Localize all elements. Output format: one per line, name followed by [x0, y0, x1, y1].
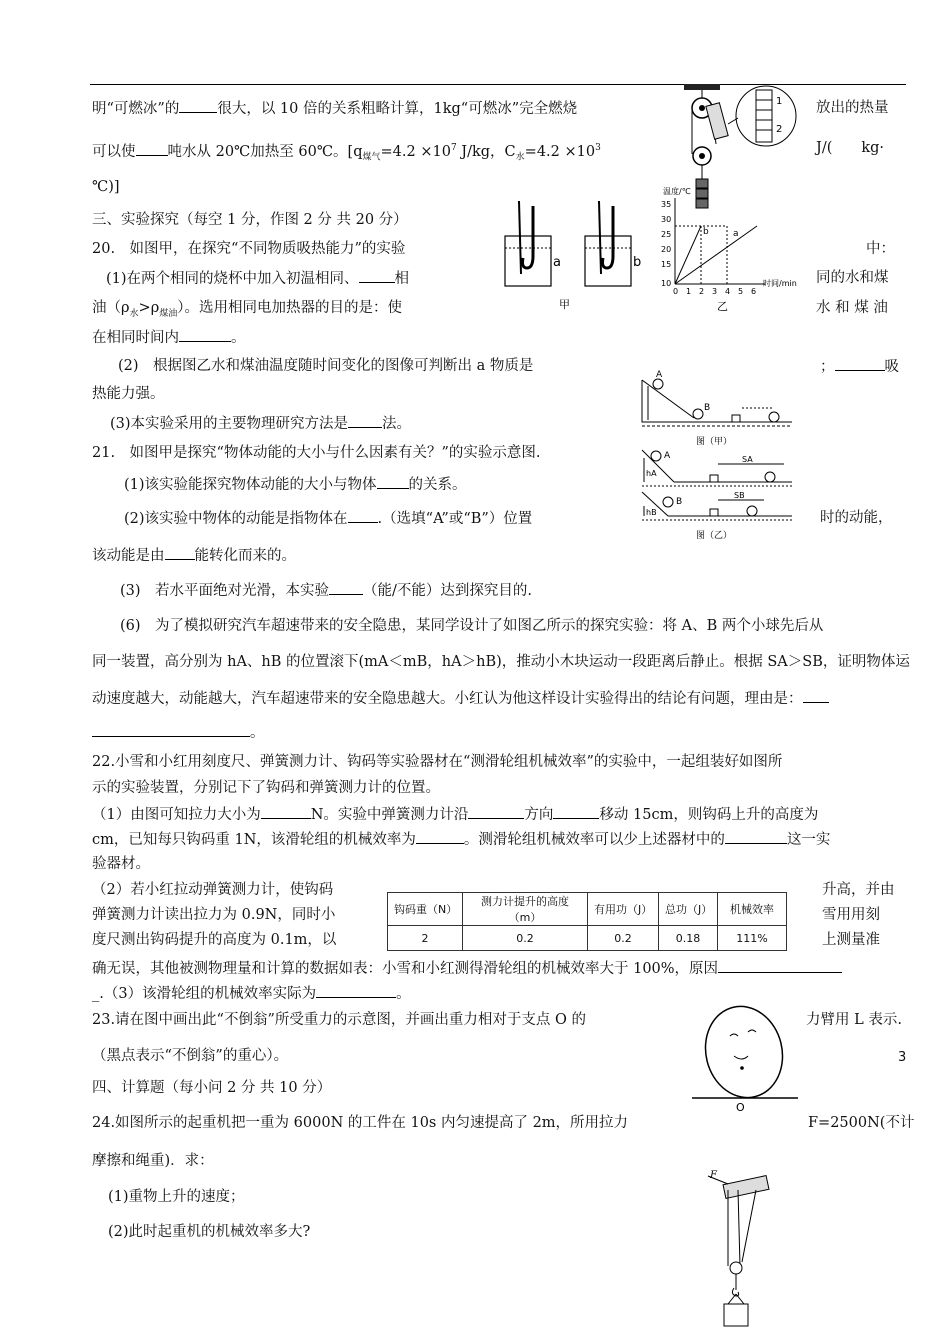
q20-part1-line2-end: 水 和 煤 油: [816, 300, 888, 316]
pivot-label-o: O: [736, 1101, 745, 1114]
q21-part6-line3: 动速度越大，动能越大，汽车超速带来的安全隐患越大。小红认为他这样设计实验得出的结论有问题，理由是：: [92, 688, 829, 709]
table-header-cell: 钩码重（N）: [388, 893, 463, 926]
svg-text:4: 4: [725, 287, 731, 296]
q24-stem-end: F=2500N(不计: [808, 1115, 915, 1131]
svg-text:15: 15: [661, 260, 672, 269]
svg-text:0: 0: [673, 287, 679, 296]
answer-blank[interactable]: [553, 804, 599, 819]
curve-label-b: b: [703, 227, 709, 237]
table-header-cell: 机械效率: [718, 893, 787, 926]
q21-stem: 21. 如图甲是探究“物体动能的大小与什么因素有关？”的实验示意图.: [92, 445, 541, 461]
ke-label-b-2: B: [676, 497, 683, 507]
ke-figure-label-yi: 图（乙）: [696, 531, 733, 541]
svg-text:10: 10: [661, 279, 672, 288]
q23-note: （黑点表示“不倒翁”的重心）。: [92, 1048, 289, 1064]
q21-part2: (2)该实验中物体的动能是指物体在 .（选填“A”或“B”）位置: [124, 508, 532, 529]
ke-label-a-2: A: [664, 451, 671, 461]
q22-part2-line1: （2）若小红拉动弹簧测力计，使钩码: [92, 882, 334, 898]
q22-part2-line1-end: 升高，并由: [822, 882, 895, 898]
q20-stem-end: 中：: [866, 241, 895, 257]
temperature-graph: [655, 186, 803, 314]
text-line-1-end: 放出的热量: [816, 100, 889, 116]
tumbler-figure: [690, 1000, 800, 1116]
ke-label-sb: SB: [734, 491, 745, 500]
q20-part3: (3)本实验采用的主要物理研究方法是 法。: [110, 413, 411, 434]
svg-text:3: 3: [712, 287, 718, 296]
table-header-cell: 总功（J）: [659, 893, 718, 926]
answer-blank[interactable]: [92, 722, 250, 737]
q23-stem: 23.请在图中画出此“不倒翁”所受重力的示意图，并画出重力相对于支点 O 的: [92, 1012, 586, 1028]
q20-part2-line2: 热能力强。: [92, 386, 165, 402]
answer-blank[interactable]: [179, 98, 217, 113]
svg-text:2: 2: [699, 287, 705, 296]
curve-a: [675, 226, 757, 284]
answer-blank[interactable]: [803, 688, 829, 703]
q24-stem: 24.如图所示的起重机把一重为 6000N 的工件在 10s 内匀速提高了 2m，所用拉力: [92, 1115, 629, 1131]
force-label-f: F: [710, 1170, 717, 1181]
svg-text:20: 20: [661, 245, 672, 254]
text-line-2-end: J/( kg·: [816, 140, 885, 156]
table-cell: 0.2: [588, 926, 659, 951]
q22-part3: _.（3）该滑轮组的机械效率实际为 。: [92, 983, 411, 1004]
q21-part6-line1: (6) 为了模拟研究汽车超速带来的安全隐患，某同学设计了如图乙所示的探究实验：将 A、B 两个小球先后从: [120, 618, 824, 634]
page-number: 3: [898, 1050, 907, 1065]
q21-part2-end: 时的动能，: [820, 510, 893, 526]
ke-label-b: B: [704, 403, 711, 413]
ke-label-sa: SA: [742, 455, 753, 464]
q22-part1-line2: cm，已知每只钩码重 1N，该滑轮组的机械效率为 。测滑轮组机械效率可以少上述器材中的 这一实: [92, 829, 830, 850]
figure-label-jia: 甲: [559, 298, 570, 311]
q21-part2-line2: 该动能是由 能转化而来的。: [92, 545, 296, 566]
q20-part2: (2) 根据图乙水和煤油温度随时间变化的图像可判断出 a 物质是: [118, 358, 534, 374]
answer-blank[interactable]: [165, 545, 195, 560]
q22-part2-line3-end: 上测量准: [822, 932, 880, 948]
answer-blank[interactable]: [179, 327, 231, 342]
q22-part2-line2: 弹簧测力计读出拉力为 0.9N，同时小: [92, 907, 336, 923]
q21-part6-line2: 同一装置，高分别为 hA、hB 的位置滚下(mA＜mB，hA＞hB)，推动小木块运动一段距离后静止。根据 SA＞SB，证明物体运: [92, 654, 910, 670]
ke-figure-label-jia: 图（甲）: [696, 437, 733, 447]
svg-text:5: 5: [738, 287, 744, 296]
beakers-figure: [495, 196, 645, 314]
table-header-cell: 测力计提升的高度（m）: [463, 893, 588, 926]
answer-blank[interactable]: [348, 413, 382, 428]
text-line-1: 明“可燃冰”的 很大，以 10 倍的关系粗略计算，1kg“可燃冰”完全燃烧: [92, 98, 577, 119]
graph-x-label: 时间/min: [763, 279, 797, 288]
ke-label-a: A: [656, 370, 663, 380]
answer-blank[interactable]: [416, 829, 464, 844]
data-table: [387, 892, 787, 951]
q20-stem: 20. 如图甲，在探究“不同物质吸热能力”的实验: [92, 241, 406, 257]
table-cell: 2: [388, 926, 463, 951]
svg-text:6: 6: [751, 287, 757, 296]
answer-blank[interactable]: [136, 141, 168, 156]
svg-text:1: 1: [686, 287, 692, 296]
svg-text:25: 25: [661, 230, 672, 239]
q20-part1-end: 同的水和煤: [816, 270, 889, 286]
graph-y-label: 温度/℃: [663, 187, 691, 196]
q22-part1-line1: （1）由图可知拉力大小为 N。实验中弹簧测力计沿 方向 移动 15cm，则钩码上升的高度为: [92, 804, 818, 825]
q20-part1: (1)在两个相同的烧杯中加入初温相同、 相: [106, 268, 409, 289]
crane-figure: [694, 1170, 774, 1330]
answer-blank[interactable]: [316, 983, 396, 998]
section-3-heading: 三、实验探究（每空 1 分，作图 2 分 共 20 分）: [92, 212, 408, 228]
svg-text:35: 35: [661, 200, 672, 209]
q23-stem-end: 力臂用 L 表示.: [806, 1012, 902, 1028]
q24-stem-line2: 摩擦和绳重)．求：: [92, 1153, 214, 1169]
graph-y-ticks: [661, 200, 671, 288]
answer-blank[interactable]: [359, 268, 395, 283]
q21-part6-line4: 。: [92, 722, 265, 743]
svg-text:30: 30: [661, 215, 672, 224]
pulley-label-2: 2: [776, 124, 783, 135]
answer-blank[interactable]: [835, 356, 885, 371]
section-4-heading: 四、计算题（每小问 2 分 共 10 分）: [92, 1080, 332, 1096]
q22-part2-line2-end: 雪用用刻: [822, 907, 880, 923]
answer-blank[interactable]: [468, 804, 524, 819]
q20-part1-line2: 油$(\rho_水>\rho_{煤油})$。选用相同电加热器的目的是：使: [92, 300, 402, 319]
q22-part2-line3: 度尺测出钩码提升的高度为 0.1m，以: [92, 932, 337, 948]
q24-part2: (2)此时起重机的机械效率多大?: [108, 1224, 311, 1240]
q24-part1: (1)重物上升的速度；: [108, 1189, 245, 1205]
q22-part1-line3: 验器材。: [92, 856, 150, 872]
q22-stem-line1: 22.小雪和小红用刻度尺、弹簧测力计、钩码等实验器材在“测滑轮组机械效率”的实验中，一起组装好如图所: [92, 754, 783, 770]
ke-label-hb: hB: [646, 508, 657, 517]
curve-label-a: a: [733, 229, 739, 239]
q22-part2-line4: 确无误，其他被测物理量和计算的数据如表：小雪和小红测得滑轮组的机械效率大于 100%，原因: [92, 958, 842, 979]
q20-part1-line3: 在相同时间内 。: [92, 327, 246, 348]
answer-blank[interactable]: [329, 580, 363, 595]
kinetic-energy-figure-yi: [634, 446, 798, 542]
q22-stem-line2: 示的实验装置，分别记下了钩码和弹簧测力计的位置。: [92, 780, 440, 796]
q21-part3: (3) 若水平面绝对光滑，本实验 （能/不能）达到探究目的.: [120, 580, 532, 601]
answer-blank[interactable]: [718, 958, 842, 973]
ke-label-ha: hA: [646, 469, 657, 478]
answer-blank[interactable]: [261, 804, 311, 819]
table-cell: 111%: [718, 926, 787, 951]
text-line-3: ℃)]: [92, 179, 120, 195]
kinetic-energy-figure-jia: [634, 366, 798, 448]
graph-x-ticks: [673, 287, 756, 296]
answer-blank[interactable]: [348, 508, 378, 523]
table-row: [388, 926, 787, 951]
q20-part2-end: ； 吸: [820, 356, 899, 377]
answer-blank[interactable]: [377, 474, 409, 489]
table-cell: 0.18: [659, 926, 718, 951]
pulley-label-1: 1: [776, 96, 783, 107]
answer-blank[interactable]: [725, 829, 787, 844]
table-header-cell: 有用功（J）: [588, 893, 659, 926]
table-cell: 0.2: [463, 926, 588, 951]
beaker-label-b: b: [633, 255, 642, 270]
q21-part1: (1)该实验能探究物体动能的大小与物体 的关系。: [124, 474, 467, 495]
figure-label-yi: 乙: [717, 300, 728, 313]
beaker-label-a: a: [553, 255, 561, 270]
table-header-row: [388, 893, 787, 926]
text-line-2: 可以使 吨水从 20℃加热至 60℃。[$q_{煤气}=4.2 \times 10^7$ J/kg，$C_水=4.2 \times 10^3$: [92, 138, 601, 168]
